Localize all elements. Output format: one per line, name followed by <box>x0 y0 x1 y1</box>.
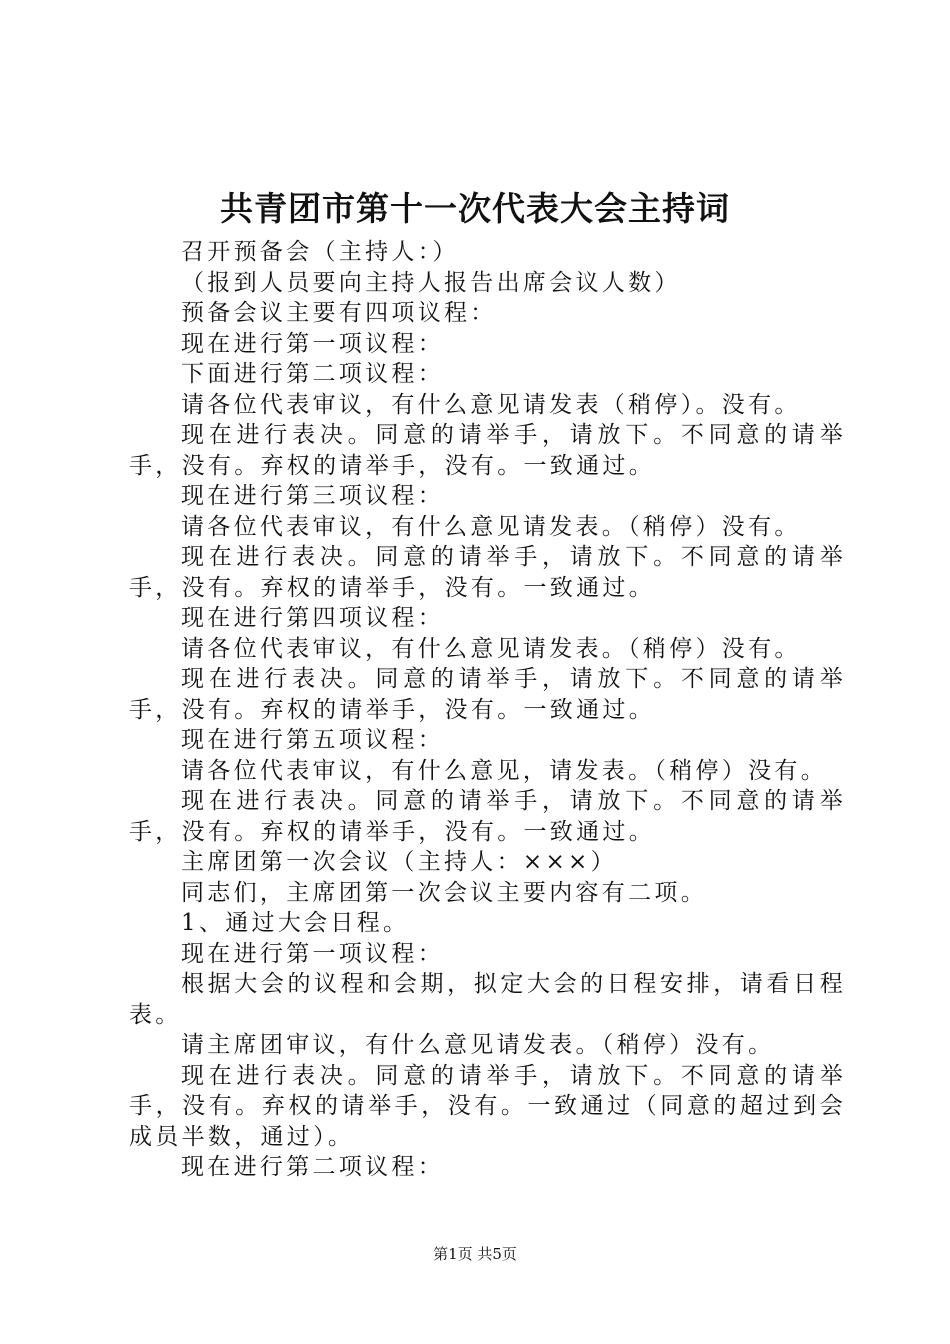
paragraph: 预备会议主要有四项议程： <box>181 300 497 326</box>
paragraph: 1、通过大会日程。 <box>181 910 410 936</box>
paragraph: （报到人员要向主持人报告出席会议人数） <box>181 269 681 296</box>
paragraph: 现在进行第四项议程： <box>181 605 444 631</box>
paragraph: 现在进行第一项议程： <box>181 330 444 357</box>
paragraph: 请各位代表审议，有什么意见请发表。（稍停）没有。 <box>181 635 801 662</box>
document-body <box>129 237 846 1183</box>
paragraph: 请主席团审议，有什么意见请发表。（稍停）没有。 <box>181 1032 775 1058</box>
paragraph: 现在进行第五项议程： <box>181 727 444 753</box>
paragraph: 请各位代表审议，有什么意见请发表。（稍停）没有。 <box>181 513 801 540</box>
paragraph: 现在进行表决。同意的请举手，请放下。不同意的请举手，没有。弃权的请举手，没有。一致通过。 <box>129 422 846 479</box>
paragraph: 现在进行第三项议程： <box>181 483 444 509</box>
paragraph: 下面进行第二项议程： <box>181 361 444 387</box>
document-title: 共青团市第十一次代表大会主持词 <box>220 189 730 228</box>
paragraph: 现在进行第二项议程： <box>181 1154 444 1180</box>
paragraph: 现在进行表决。同意的请举手，请放下。不同意的请举手，没有。弃权的请举手，没有。一致通过。 <box>129 544 846 601</box>
paragraph: 主席团第一次会议（主持人：×××） <box>181 849 617 875</box>
paragraph: 同志们，主席团第一次会议主要内容有二项。 <box>181 879 707 906</box>
paragraph: 现在进行表决。同意的请举手，请放下。不同意的请举手，没有。弃权的请举手，没有。一致通过。 <box>129 788 846 845</box>
paragraph: 现在进行表决。同意的请举手，请放下。不同意的请举手，没有。弃权的请举手，没有。一致通过（同意的超过到会成员半数，通过）。 <box>129 1062 846 1150</box>
paragraph: 根据大会的议程和会期，拟定大会的日程安排，请看日程表。 <box>129 971 846 1028</box>
page-footer: 第1页 共5页 <box>433 1245 517 1263</box>
paragraph: 请各位代表审议，有什么意见，请发表。（稍停）没有。 <box>181 757 827 784</box>
paragraph: 现在进行第一项议程： <box>181 940 444 967</box>
paragraph: 现在进行表决。同意的请举手，请放下。不同意的请举手，没有。弃权的请举手，没有。一致通过。 <box>129 666 846 723</box>
paragraph: 召开预备会（主持人：） <box>181 239 459 265</box>
paragraph: 请各位代表审议，有什么意见请发表（稍停）。没有。 <box>181 391 801 418</box>
